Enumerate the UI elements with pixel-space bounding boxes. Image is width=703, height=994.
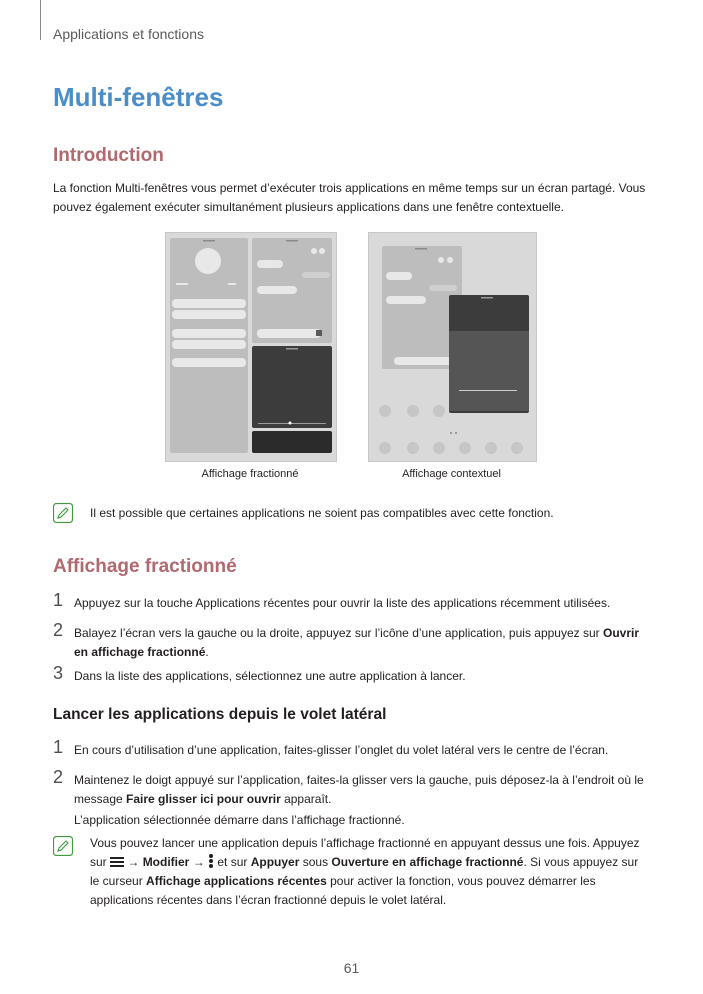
side-panel-heading: Lancer les applications depuis le volet latéral	[53, 706, 387, 723]
page-number: 61	[343, 960, 360, 976]
popup-view-drawing	[369, 233, 536, 461]
section-header: Applications et fonctions	[53, 26, 204, 42]
step-text: Dans la liste des applications, sélectionnez une autre application à lancer.	[74, 669, 466, 683]
more-options-icon	[208, 854, 214, 868]
note-pencil-icon	[53, 836, 73, 856]
popup-view-caption: Affichage contextuel	[402, 468, 501, 480]
step-text: Appuyez sur la touche Applications récentes pour ouvrir la liste des applications récemment utilisées.	[74, 596, 611, 610]
step-number: 1	[53, 737, 64, 757]
drag-here-label: Faire glisser ici pour ouvrir	[126, 792, 281, 806]
open-split-view-label: Ouvrir en affichage fractionné	[74, 626, 639, 659]
intro-heading: Introduction	[53, 145, 164, 166]
step-text: En cours d’utilisation d’une application, faites-glisser l’onglet du volet latéral vers le centre de l’écran.	[74, 743, 609, 757]
step-number: 3	[53, 663, 64, 683]
step-number: 1	[53, 590, 64, 610]
note-text: Il est possible que certaines applications ne soient pas compatibles avec cette fonction.	[90, 506, 554, 520]
intro-text: La fonction Multi-fenêtres vous permet d’exécuter trois applications en même temps sur un écran partagé. Vous pouvez également exécuter simultanément plusieurs applications dans une fenêtre contextuelle.	[53, 181, 646, 214]
popup-view-illustration	[368, 232, 537, 462]
split-view-illustration	[165, 232, 337, 462]
split-view-heading: Affichage fractionné	[53, 556, 237, 577]
header-rule	[40, 0, 41, 40]
step-number: 2	[53, 620, 64, 640]
split-view-drawing	[166, 233, 336, 461]
note-pencil-icon	[53, 503, 73, 523]
step-number: 2	[53, 767, 64, 787]
menu-icon	[110, 857, 124, 867]
step-followup-text: L’application sélectionnée démarre dans l’affichage fractionné.	[74, 813, 405, 827]
split-view-caption: Affichage fractionné	[201, 468, 299, 480]
note-text: Vous pouvez lancer une application depuis l’affichage fractionné en appuyant dessus une fois. Appuyez sur → Modifier → et sur Appuyer sous Ouverture en affichage fractionné. Si vous appuyez sur le curseur Affichage applications récentes pour activer la fonction, vous pouvez démarrer les applications récentes dans l’écran fractionné depuis le volet latéral.	[90, 836, 640, 907]
step-text: Maintenez le doigt appuyé sur l’application, faites-la glisser vers la gauche, puis déposez-la à l’endroit où le message Faire glisser ici pour ouvrir apparaît.	[74, 773, 644, 806]
step-text: Balayez l’écran vers la gauche ou la droite, appuyez sur l’icône d’une application, puis appuyez sur Ouvrir en affichage fractionné.	[74, 626, 639, 659]
page-title: Multi-fenêtres	[53, 82, 224, 112]
